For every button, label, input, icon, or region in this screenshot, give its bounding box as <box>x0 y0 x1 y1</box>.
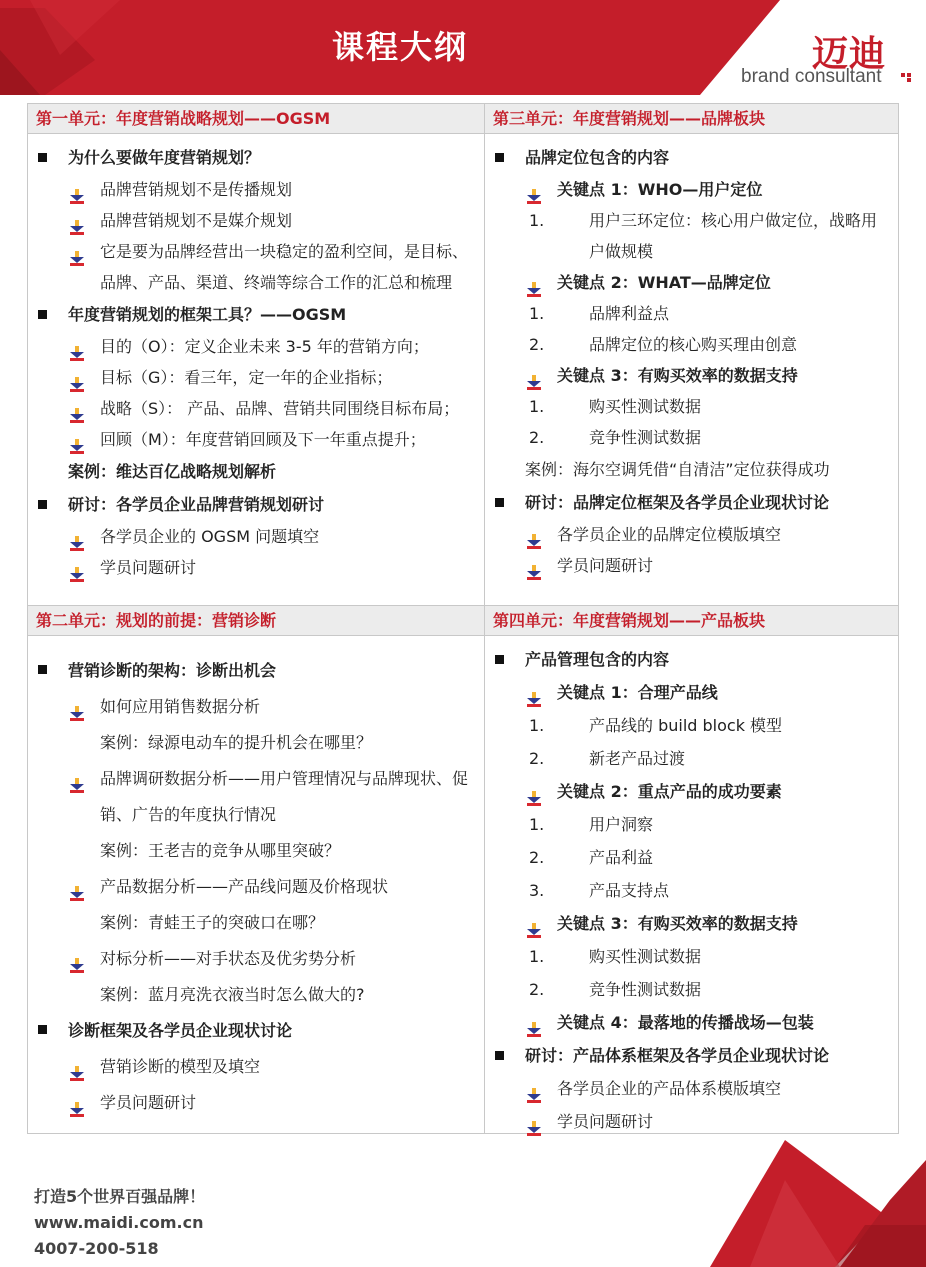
unit-item-list <box>28 134 484 583</box>
footer-slogan: 打造5个世界百强品牌！ <box>34 1187 206 1206</box>
item-text: 品牌定位的核心购买理由创意 <box>589 335 798 354</box>
numbered-item <box>515 709 898 742</box>
arrow-list-item <box>485 1072 898 1105</box>
arrow-bullet-icon <box>70 371 84 386</box>
item-number: 1. <box>529 947 545 966</box>
item-text: 各学员企业的 OGSM 问题填空 <box>100 527 320 546</box>
case-study-line <box>28 725 484 761</box>
unit-title: 第四单元：年度营销规划——产品板块 <box>485 606 898 636</box>
square-bullet-icon <box>495 655 504 664</box>
arrow-bullet-icon <box>70 1058 84 1073</box>
arrow-list-item <box>28 1049 484 1085</box>
arrow-list-item <box>485 907 898 940</box>
numbered-item <box>515 841 898 874</box>
item-text: 学员问题研讨 <box>557 1112 654 1131</box>
arrow-list-item <box>485 550 898 581</box>
arrow-bullet-icon <box>70 183 84 198</box>
item-text: 新老产品过渡 <box>589 749 686 768</box>
section-bullet <box>28 653 484 689</box>
item-text: 战略（S）： 产品、品牌、营销共同围绕目标布局； <box>100 399 460 418</box>
arrow-list-item <box>485 1105 898 1138</box>
item-text: 学员问题研讨 <box>557 556 654 575</box>
footer-decoration <box>690 1140 926 1267</box>
arrow-list-item <box>28 236 484 298</box>
footer-phone: 4007-200-518 <box>34 1239 159 1258</box>
item-text: 年度营销规划的框架工具？——OGSM <box>68 305 347 324</box>
arrow-bullet-icon <box>527 559 541 574</box>
item-text: 品牌营销规划不是传播规划 <box>100 180 293 199</box>
unit-title: 第二单元：规划的前提：营销诊断 <box>28 606 484 636</box>
numbered-item <box>515 298 898 329</box>
arrow-list-item <box>28 941 484 977</box>
arrow-list-item <box>28 869 484 905</box>
section-bullet <box>485 486 898 519</box>
arrow-bullet-icon <box>527 1081 541 1096</box>
numbered-item <box>515 422 898 453</box>
item-text: 品牌营销规划不是媒介规划 <box>100 211 293 230</box>
arrow-list-item <box>485 360 898 391</box>
item-number: 1. <box>529 716 545 735</box>
arrow-bullet-icon <box>70 950 84 965</box>
arrow-list-item <box>485 775 898 808</box>
arrow-list-item <box>485 267 898 298</box>
arrow-list-item <box>28 552 484 583</box>
arrow-list-item <box>485 519 898 550</box>
arrow-list-item <box>485 676 898 709</box>
arrow-bullet-icon <box>527 784 541 799</box>
square-bullet-icon <box>38 1025 47 1034</box>
unit-4-cell <box>485 606 898 1138</box>
section-bullet <box>28 298 484 331</box>
item-number: 2. <box>529 428 545 447</box>
item-number: 2. <box>529 848 545 867</box>
unit-item-list <box>485 134 898 581</box>
item-text: 目标（G）：看三年，定一年的企业指标； <box>100 368 393 387</box>
numbered-item <box>515 391 898 422</box>
square-bullet-icon <box>38 153 47 162</box>
square-bullet-icon <box>38 310 47 319</box>
numbered-item <box>515 973 898 1006</box>
numbered-item <box>515 329 898 360</box>
item-number: 3. <box>529 881 545 900</box>
brand-logo-en: brand consultant <box>741 66 882 87</box>
item-text: 用户洞察 <box>589 815 654 834</box>
arrow-bullet-icon <box>527 369 541 384</box>
item-text: 购买性测试数据 <box>589 397 702 416</box>
numbered-item <box>515 808 898 841</box>
arrow-bullet-icon <box>527 685 541 700</box>
unit-title: 第三单元：年度营销规划——品牌板块 <box>485 104 898 134</box>
numbered-item <box>515 940 898 973</box>
item-text: 研讨：各学员企业品牌营销规划研讨 <box>68 495 325 514</box>
item-text: 目的（O）：定义企业未来 3-5 年的营销方向； <box>100 337 429 356</box>
item-text: 对标分析——对手状态及优劣势分析 <box>100 949 357 968</box>
arrow-bullet-icon <box>70 698 84 713</box>
section-bullet <box>485 1039 898 1072</box>
page-title: 课程大纲 <box>331 28 468 66</box>
item-text: 竞争性测试数据 <box>589 428 702 447</box>
section-bullet <box>485 643 898 676</box>
item-text: 回顾（M）：年度营销回顾及下一年重点提升； <box>100 430 426 449</box>
arrow-bullet-icon <box>70 402 84 417</box>
arrow-bullet-icon <box>527 1015 541 1030</box>
item-text: 案例：维达百亿战略规划解析 <box>68 462 277 481</box>
item-number: 2. <box>529 980 545 999</box>
item-text: 产品管理包含的内容 <box>525 650 670 669</box>
item-text: 它是要为品牌经营出一块稳定的盈利空间，是目标、品牌、产品、渠道、终端等综合工作的汇总和梳理 <box>100 242 469 292</box>
arrow-list-item <box>28 1085 484 1121</box>
case-study-line <box>28 905 484 941</box>
item-number: 2. <box>529 749 545 768</box>
numbered-item <box>515 742 898 775</box>
arrow-bullet-icon <box>70 433 84 448</box>
section-bullet <box>28 141 484 174</box>
arrow-bullet-icon <box>527 916 541 931</box>
arrow-list-item <box>28 424 484 455</box>
item-text: 为什么要做年度营销规划？ <box>68 148 261 167</box>
section-bullet <box>485 141 898 174</box>
unit-3-cell <box>485 104 898 581</box>
item-number: 2. <box>529 335 545 354</box>
item-text: 产品支持点 <box>589 881 670 900</box>
item-text: 营销诊断的模型及填空 <box>100 1057 261 1076</box>
spacer <box>28 643 484 653</box>
item-text: 产品利益 <box>589 848 654 867</box>
numbered-item <box>515 874 898 907</box>
footer-contact <box>34 1184 205 1262</box>
square-bullet-icon <box>38 500 47 509</box>
arrow-list-item <box>28 521 484 552</box>
item-number: 1. <box>529 397 545 416</box>
unit-2-cell <box>28 606 484 1121</box>
item-text: 研讨：产品体系框架及各学员企业现状讨论 <box>525 1046 830 1065</box>
unit-item-list <box>485 636 898 1138</box>
item-text: 案例：青蛙王子的突破口在哪？ <box>100 913 325 932</box>
footer-website[interactable]: www.maidi.com.cn <box>34 1213 204 1232</box>
item-text: 如何应用销售数据分析 <box>100 697 261 716</box>
item-text: 学员问题研讨 <box>100 558 197 577</box>
item-text: 关键点 3：有购买效率的数据支持 <box>557 914 798 933</box>
arrow-list-item <box>485 174 898 205</box>
arrow-list-item <box>28 393 484 424</box>
case-study-line <box>28 977 484 1013</box>
case-study-line <box>28 455 484 488</box>
item-text: 产品线的 build block 模型 <box>589 716 783 735</box>
brand-logo-cn: 迈迪 <box>812 34 887 75</box>
section-bullet <box>28 488 484 521</box>
item-number: 1. <box>529 304 545 323</box>
brand-dots-icon <box>901 73 913 83</box>
item-text: 关键点 1：合理产品线 <box>557 683 718 702</box>
arrow-bullet-icon <box>70 770 84 785</box>
arrow-list-item <box>28 205 484 236</box>
item-text: 各学员企业的产品体系模版填空 <box>557 1079 782 1098</box>
arrow-bullet-icon <box>70 1094 84 1109</box>
item-text: 研讨：品牌定位框架及各学员企业现状讨论 <box>525 493 830 512</box>
square-bullet-icon <box>495 1051 504 1060</box>
arrow-list-item <box>28 331 484 362</box>
arrow-list-item <box>28 174 484 205</box>
item-text: 诊断框架及各学员企业现状讨论 <box>68 1021 293 1040</box>
arrow-bullet-icon <box>70 878 84 893</box>
arrow-bullet-icon <box>70 561 84 576</box>
item-text: 品牌定位包含的内容 <box>525 148 670 167</box>
unit-item-list <box>28 636 484 1121</box>
square-bullet-icon <box>495 153 504 162</box>
arrow-bullet-icon <box>70 530 84 545</box>
arrow-bullet-icon <box>70 245 84 260</box>
arrow-list-item <box>28 689 484 725</box>
page-header <box>0 0 926 95</box>
item-text: 学员问题研讨 <box>100 1093 197 1112</box>
unit-title: 第一单元：年度营销战略规划——OGSM <box>28 104 484 134</box>
section-bullet <box>28 1013 484 1049</box>
item-text: 关键点 3：有购买效率的数据支持 <box>557 366 798 385</box>
arrow-bullet-icon <box>527 183 541 198</box>
item-text: 竞争性测试数据 <box>589 980 702 999</box>
item-text: 购买性测试数据 <box>589 947 702 966</box>
item-text: 产品数据分析——产品线问题及价格现状 <box>100 877 389 896</box>
arrow-list-item <box>485 1006 898 1039</box>
item-text: 品牌调研数据分析——用户管理情况与品牌现状、促销、广告的年度执行情况 <box>100 769 469 824</box>
arrow-bullet-icon <box>527 276 541 291</box>
item-text: 品牌利益点 <box>589 304 670 323</box>
item-text: 用户三环定位：核心用户做定位，战略用户做规模 <box>589 211 878 261</box>
numbered-item <box>515 205 898 267</box>
case-study-line <box>485 453 898 486</box>
case-study-line <box>28 833 484 869</box>
item-text: 各学员企业的品牌定位模版填空 <box>557 525 782 544</box>
item-text: 案例：王老吉的竞争从哪里突破？ <box>100 841 341 860</box>
item-text: 关键点 4：最落地的传播战场—包装 <box>557 1013 814 1032</box>
arrow-bullet-icon <box>527 528 541 543</box>
arrow-bullet-icon <box>70 340 84 355</box>
arrow-list-item <box>28 362 484 393</box>
unit-1-cell <box>28 104 484 583</box>
item-text: 营销诊断的架构：诊断出机会 <box>68 661 277 680</box>
item-text: 关键点 1：WHO—用户定位 <box>557 180 763 199</box>
item-text: 案例：蓝月亮洗衣液当时怎么做大的? <box>100 985 365 1004</box>
item-text: 关键点 2：重点产品的成功要素 <box>557 782 782 801</box>
square-bullet-icon <box>38 665 47 674</box>
arrow-bullet-icon <box>527 1114 541 1129</box>
item-text: 关键点 2：WHAT—品牌定位 <box>557 273 771 292</box>
item-text: 案例：绿源电动车的提升机会在哪里？ <box>100 733 373 752</box>
arrow-list-item <box>28 761 484 833</box>
item-number: 1. <box>529 815 545 834</box>
square-bullet-icon <box>495 498 504 507</box>
item-text: 案例：海尔空调凭借“自清洁”定位获得成功 <box>525 460 830 479</box>
item-number: 1. <box>529 211 545 230</box>
arrow-bullet-icon <box>70 214 84 229</box>
